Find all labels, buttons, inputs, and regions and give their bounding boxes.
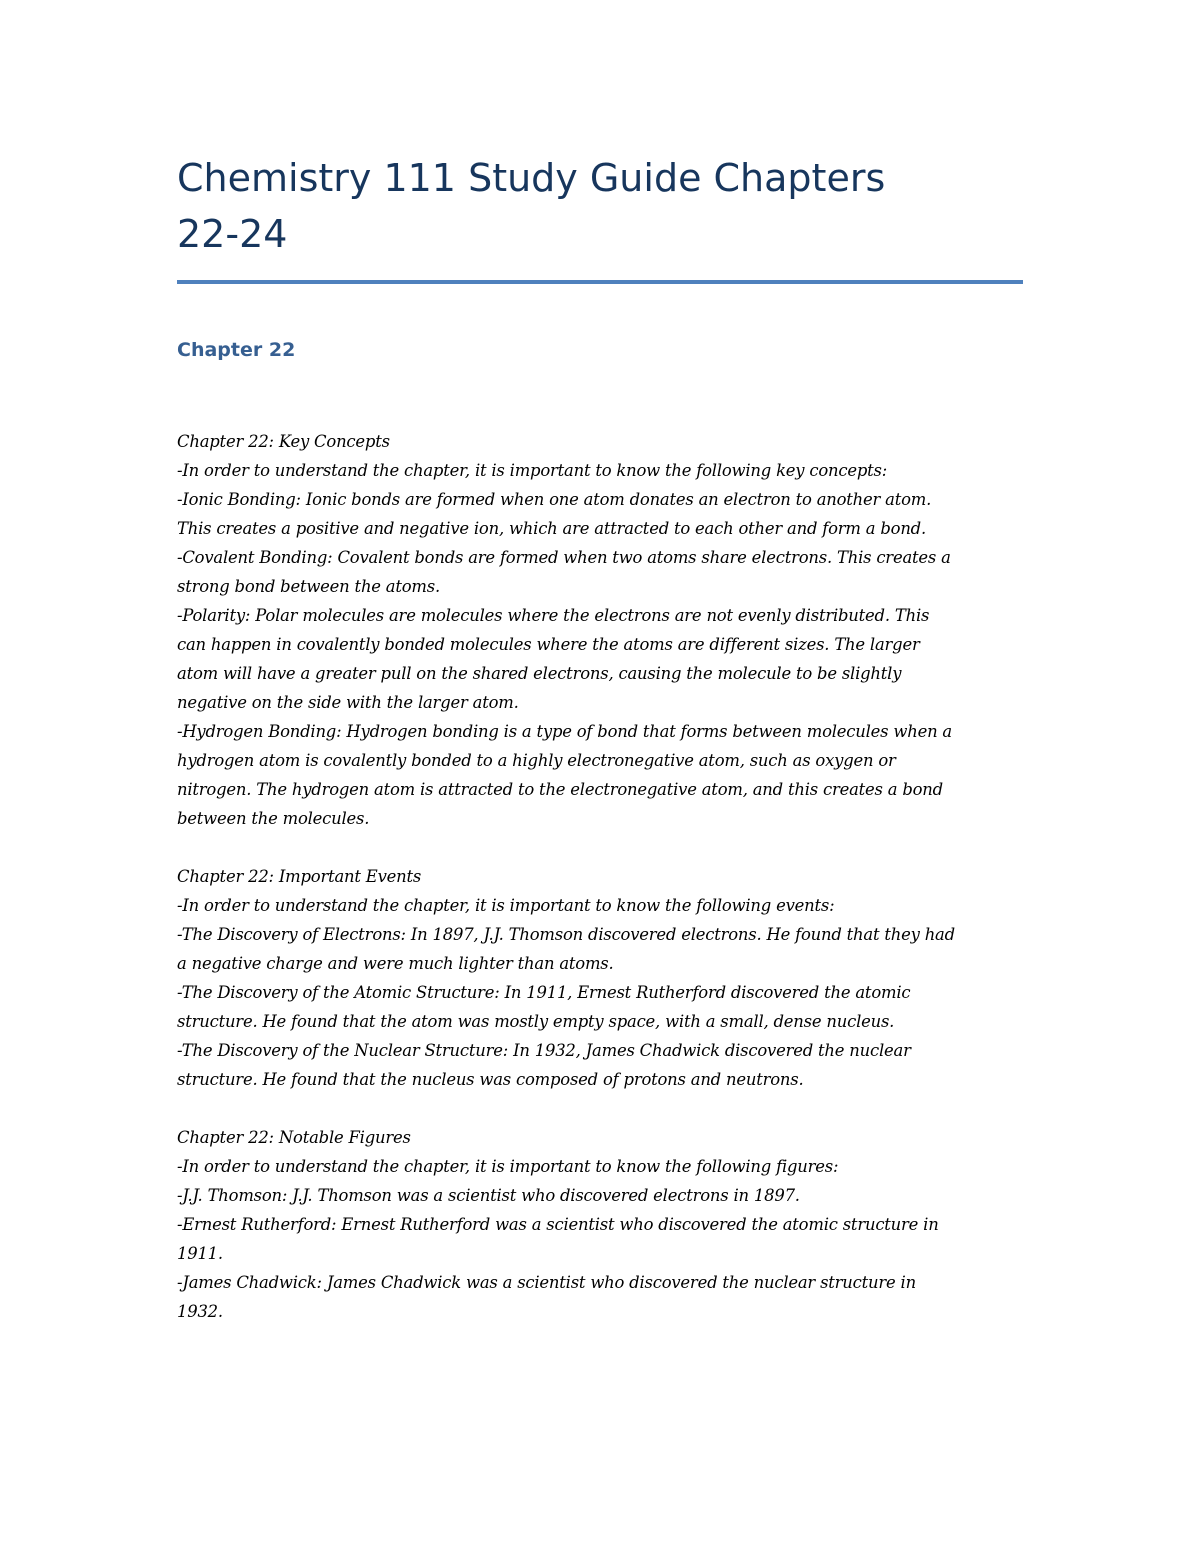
document-title-line: Chemistry 111 Study Guide Chapters bbox=[177, 156, 886, 200]
paragraph-line: negative on the side with the larger atom. bbox=[177, 693, 519, 712]
paragraph-line: -In order to understand the chapter, it is important to know the following events: bbox=[177, 896, 835, 915]
paragraph-line: a negative charge and were much lighter than atoms. bbox=[177, 954, 614, 973]
paragraph-line: -J.J. Thomson: J.J. Thomson was a scientist who discovered electrons in 1897. bbox=[177, 1186, 800, 1205]
paragraph-line: -The Discovery of the Nuclear Structure: In 1932, James Chadwick discovered the nuclear bbox=[177, 1041, 911, 1060]
chapter-heading: Chapter 22 bbox=[177, 339, 296, 361]
paragraph-line: can happen in covalently bonded molecules where the atoms are different sizes. The larger bbox=[177, 635, 920, 654]
paragraph-line: 1911. bbox=[177, 1244, 223, 1263]
paragraph-line: -Hydrogen Bonding: Hydrogen bonding is a type of bond that forms between molecules when a bbox=[177, 722, 953, 741]
paragraph-line: hydrogen atom is covalently bonded to a highly electronegative atom, such as oxygen or bbox=[177, 751, 896, 770]
document-title bbox=[177, 150, 1027, 262]
document-title-line: 22-24 bbox=[177, 212, 288, 256]
paragraph-line: -The Discovery of the Atomic Structure: In 1911, Ernest Rutherford discovered the atomic bbox=[177, 983, 911, 1002]
sections-container bbox=[177, 427, 1027, 1326]
paragraph-line: -Polarity: Polar molecules are molecules where the electrons are not evenly distributed. This bbox=[177, 606, 930, 625]
title-underline-divider bbox=[177, 280, 1023, 284]
paragraph-line: 1932. bbox=[177, 1302, 223, 1321]
paragraph-line: -In order to understand the chapter, it is important to know the following figures: bbox=[177, 1157, 839, 1176]
section-heading: Chapter 22: Key Concepts bbox=[177, 432, 390, 451]
paragraph-line: strong bond between the atoms. bbox=[177, 577, 440, 596]
section-heading: Chapter 22: Notable Figures bbox=[177, 1128, 411, 1147]
paragraph-line: nitrogen. The hydrogen atom is attracted to the electronegative atom, and this creates a bond bbox=[177, 780, 943, 799]
paragraph-line: This creates a positive and negative ion, which are attracted to each other and form a bond. bbox=[177, 519, 926, 538]
paragraph-line: structure. He found that the nucleus was composed of protons and neutrons. bbox=[177, 1070, 804, 1089]
paragraph-line: between the molecules. bbox=[177, 809, 370, 828]
section-0 bbox=[177, 427, 1027, 833]
paragraph-line: -Ionic Bonding: Ionic bonds are formed when one atom donates an electron to another atom. bbox=[177, 490, 932, 509]
paragraph-line: -Ernest Rutherford: Ernest Rutherford was a scientist who discovered the atomic structure in bbox=[177, 1215, 939, 1234]
page-content bbox=[177, 150, 1027, 1326]
paragraph-line: -Covalent Bonding: Covalent bonds are formed when two atoms share electrons. This creates a bbox=[177, 548, 951, 567]
section-1 bbox=[177, 862, 1027, 1094]
section-heading: Chapter 22: Important Events bbox=[177, 867, 422, 886]
section-2 bbox=[177, 1123, 1027, 1326]
paragraph-line: atom will have a greater pull on the shared electrons, causing the molecule to be slightly bbox=[177, 664, 902, 683]
paragraph-line: -In order to understand the chapter, it is important to know the following key concepts: bbox=[177, 461, 888, 480]
paragraph-line: -James Chadwick: James Chadwick was a scientist who discovered the nuclear structure in bbox=[177, 1273, 916, 1292]
paragraph-line: structure. He found that the atom was mostly empty space, with a small, dense nucleus. bbox=[177, 1012, 895, 1031]
paragraph-line: -The Discovery of Electrons: In 1897, J.J. Thomson discovered electrons. He found that they had bbox=[177, 925, 955, 944]
